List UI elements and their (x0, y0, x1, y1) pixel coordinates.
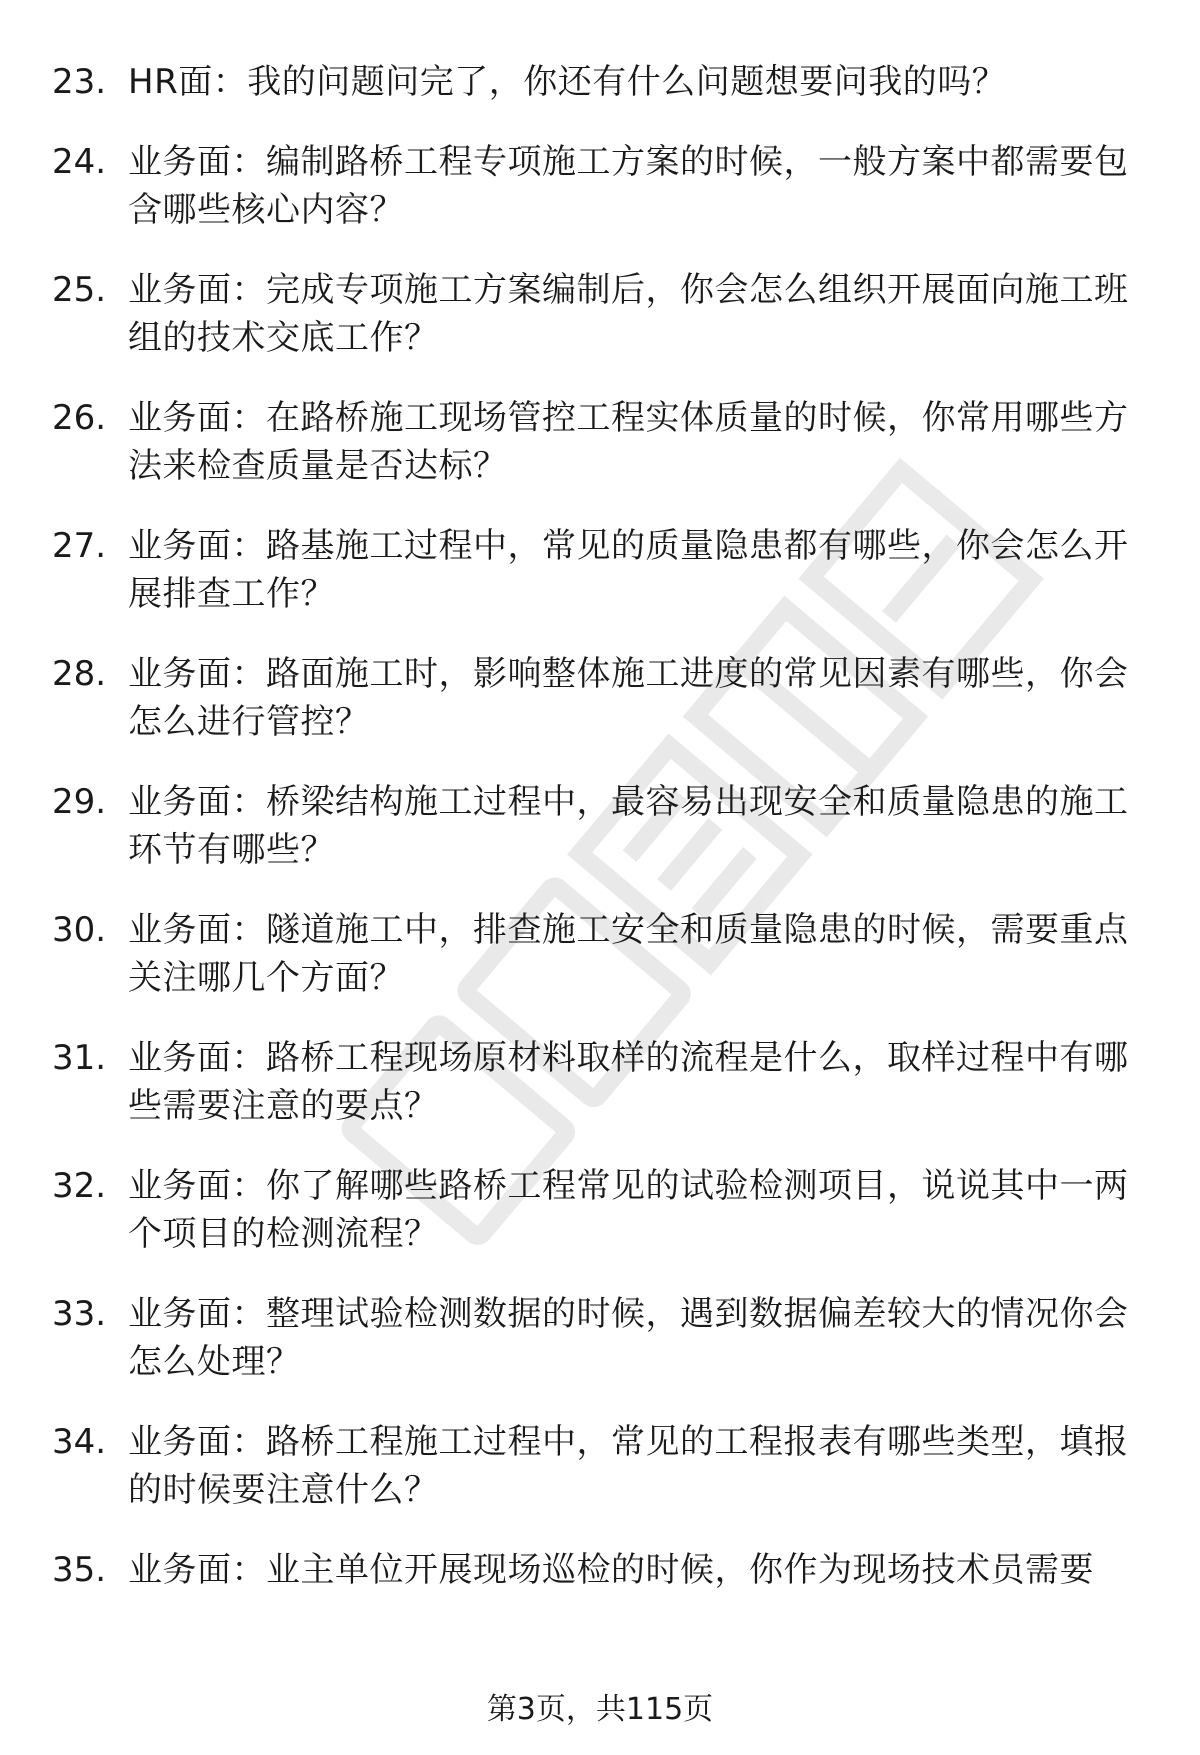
question-text: 业务面：路桥工程施工过程中，常见的工程报表有哪些类型，填报的时候要注意什么？ (128, 1422, 1129, 1510)
list-item (52, 1290, 1152, 1386)
list-item (52, 650, 1152, 746)
question-number: 25. (52, 270, 107, 310)
question-text: 业务面：路基施工过程中，常见的质量隐患都有哪些，你会怎么开展排查工作？ (128, 526, 1129, 614)
question-number: 28. (52, 654, 107, 694)
question-number: 23. (52, 62, 107, 102)
question-text: 业务面：业主单位开展现场巡检的时候，你作为现场技术员需要 (128, 1550, 1094, 1590)
list-item (52, 1034, 1152, 1130)
question-text: 业务面：编制路桥工程专项施工方案的时候，一般方案中都需要包含哪些核心内容？ (128, 142, 1129, 230)
question-number: 24. (52, 142, 107, 182)
question-text: 业务面：你了解哪些路桥工程常见的试验检测项目，说说其中一两个项目的检测流程？ (128, 1166, 1129, 1254)
question-text: 业务面：路桥工程现场原材料取样的流程是什么，取样过程中有哪些需要注意的要点？ (128, 1038, 1129, 1126)
question-text: 业务面：在路桥施工现场管控工程实体质量的时候，你常用哪些方法来检查质量是否达标？ (128, 398, 1129, 486)
question-number: 33. (52, 1294, 107, 1334)
question-text: 业务面：桥梁结构施工过程中，最容易出现安全和质量隐患的施工环节有哪些？ (128, 782, 1129, 870)
question-number: 27. (52, 526, 107, 566)
list-item (52, 1418, 1152, 1514)
list-item (52, 58, 1152, 106)
list-item (52, 266, 1152, 362)
list-item (52, 394, 1152, 490)
question-text: HR面：我的问题问完了，你还有什么问题想要问我的吗？ (128, 62, 1007, 102)
question-text: 业务面：隧道施工中，排查施工安全和质量隐患的时候，需要重点关注哪几个方面？ (128, 910, 1129, 998)
list-item (52, 138, 1152, 234)
question-text: 业务面：整理试验检测数据的时候，遇到数据偏差较大的情况你会怎么处理？ (128, 1294, 1129, 1382)
question-list (52, 58, 1152, 1626)
question-number: 34. (52, 1422, 107, 1462)
question-number: 29. (52, 782, 107, 822)
list-item (52, 1546, 1152, 1594)
question-number: 32. (52, 1166, 107, 1206)
question-number: 30. (52, 910, 107, 950)
page-number-footer: 第3页，共115页 (486, 1692, 714, 1727)
list-item (52, 778, 1152, 874)
question-number: 31. (52, 1038, 107, 1078)
question-text: 业务面：路面施工时，影响整体施工进度的常见因素有哪些，你会怎么进行管控？ (128, 654, 1129, 742)
question-text: 业务面：完成专项施工方案编制后，你会怎么组织开展面向施工班组的技术交底工作？ (128, 270, 1129, 358)
list-item (52, 1162, 1152, 1258)
question-number: 35. (52, 1550, 107, 1590)
question-number: 26. (52, 398, 107, 438)
list-item (52, 522, 1152, 618)
list-item (52, 906, 1152, 1002)
